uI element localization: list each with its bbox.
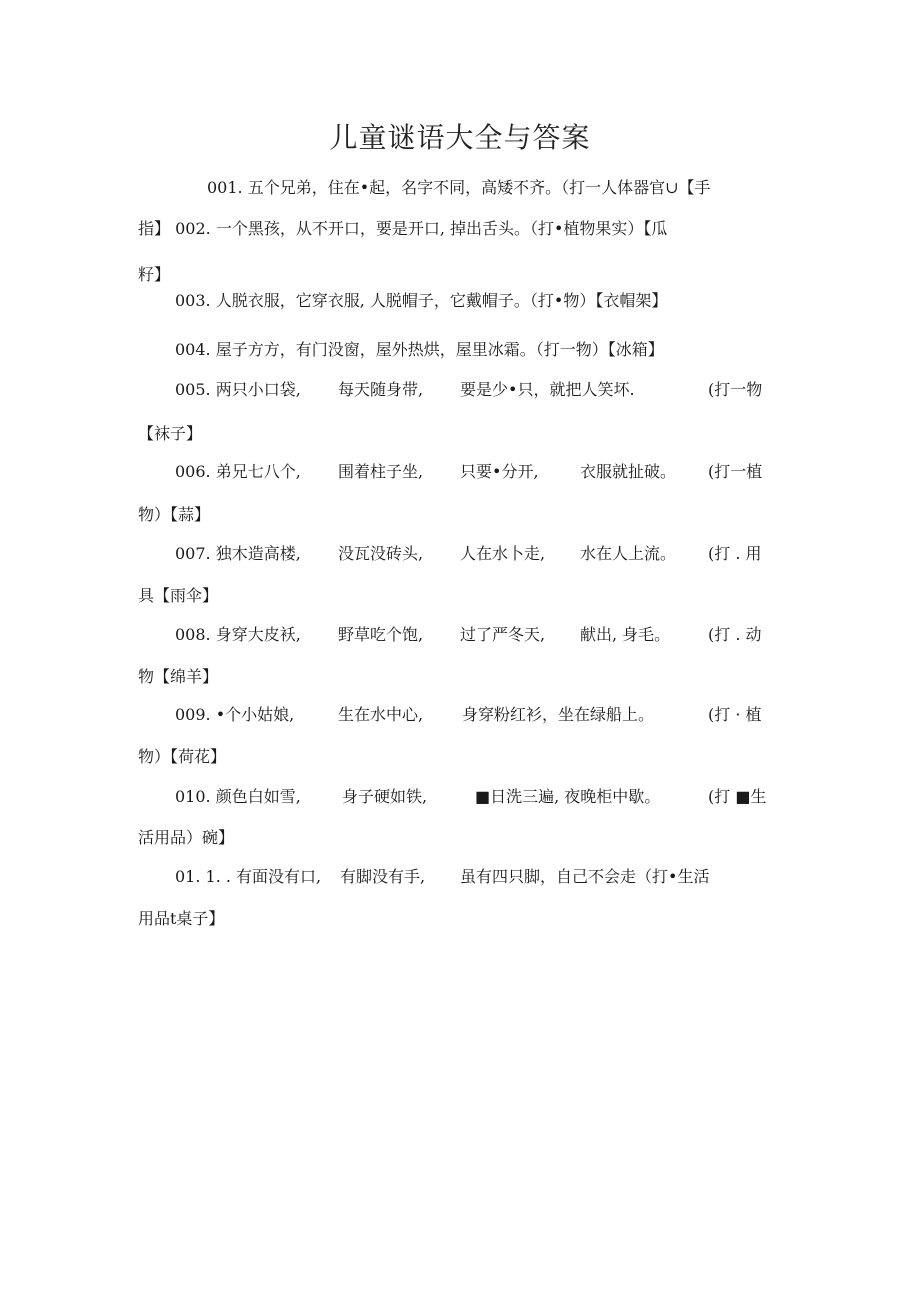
riddle-005-phrase: 要是少•只，就把人笑坏. [460,380,635,399]
riddle-010-category: (打 ■生 [708,787,767,806]
riddle-006-answer: 物）【蒜】 [138,505,211,524]
riddle-010-phrase: 010. 颜色白如雪, [175,787,301,806]
riddle-007-line [0,544,920,564]
riddle-007-phrase: 没瓦没砖头, [338,544,424,563]
riddle-009-answer-line [138,747,226,767]
riddle-010-answer: 活用品）碗】 [138,828,235,847]
riddle-009-answer: 物）【荷花】 [138,747,227,766]
riddle-008-answer-line [138,667,218,687]
riddle-008-category: (打 . 动 [708,625,762,644]
riddle-006-phrase: 006. 弟兄七八个, [175,462,301,481]
riddle-007-phrase: 人在水卜走, [460,544,546,563]
riddle-011-phrase: 虽有四只脚，自己不会走（打•生活 [460,867,710,886]
riddle-006-phrase: 衣服就扯破。 [580,462,677,481]
riddle-010-answer-line [138,828,234,848]
riddle-011-phrase: 有脚没有手, [340,867,426,886]
riddle-003-text: 003. 人脱衣服，它穿衣服, 人脱帽子，它戴帽子。（打•物）【衣帽架】 [175,291,668,310]
page-title: 儿童谜语大全与答案 [329,121,591,154]
riddle-007-answer: 具【雨伞】 [138,586,219,605]
riddle-005-phrase: 005. 两只小口袋, [175,380,301,399]
riddle-004-line [175,340,664,360]
riddle-005-category: (打一物 [708,380,763,399]
riddle-002-answer-tail: 籽】 [138,265,171,284]
riddle-011-phrase: 01. 1. . 有面没有口, [175,867,322,886]
riddle-006-answer-line [138,505,210,525]
riddle-004-text: 004. 屋子方方，有门没窗，屋外热烘，屋里冰霜。（打一物）【冰箱】 [175,340,664,359]
riddle-006-line [0,462,920,482]
riddle-009-phrase: 009. •个小姑娘, [175,705,295,724]
riddle-010-phrase: 身子硬如铁, [342,787,428,806]
riddle-010-phrase: ■日洗三遍, 夜晚柜中歇。 [475,787,661,806]
riddle-006-phrase: 只要•分开, [460,462,539,481]
riddle-007-phrase: 007. 独木造高楼, [175,544,301,563]
riddle-008-phrase: 献出, 身毛。 [580,625,671,644]
riddle-007-phrase: 水在人上流。 [580,544,677,563]
riddle-008-line [0,625,920,645]
riddle-009-line [0,705,920,725]
riddle-005-answer-line [138,424,202,444]
riddle-008-phrase: 过了严冬天, [460,625,546,644]
riddle-009-category: (打 · 植 [708,705,762,724]
riddle-007-category: (打 . 用 [708,544,762,563]
riddle-010-line [0,787,920,807]
riddle-002-answer-line [138,265,170,285]
riddle-009-phrase: 身穿粉红衫，坐在绿船上。 [462,705,655,724]
riddle-001-text: 001. 五个兄弟，住在•起，名字不同，高矮不齐。（打一人体器官∪【手 [207,178,711,197]
riddle-005-phrase: 每天随身带, [338,380,424,399]
riddle-005-answer: 【袜子】 [138,424,203,443]
riddle-007-answer-line [138,586,218,606]
riddle-005-line [0,380,920,400]
riddle-002-text: 002. 一个黑孩，从不开口，要是开口, 掉出舌头。（打•植物果实）【瓜 [175,219,668,238]
riddle-011-line [0,867,920,887]
riddle-006-category: (打一植 [708,462,763,481]
riddle-001-line [207,178,711,198]
riddle-011-answer: 用品t桌子】 [138,909,225,928]
riddle-008-phrase: 008. 身穿大皮袄, [175,625,301,644]
riddle-008-phrase: 野草吃个饱, [338,625,424,644]
riddle-006-phrase: 围着柱子坐, [338,462,424,481]
riddle-008-answer: 物【绵羊】 [138,667,219,686]
riddle-011-answer-line [138,909,224,929]
riddle-001-answer-tail: 指】 [138,219,171,238]
riddle-009-phrase: 生在水中心, [338,705,424,724]
riddle-002-line [138,219,667,239]
riddle-003-line [175,291,667,311]
